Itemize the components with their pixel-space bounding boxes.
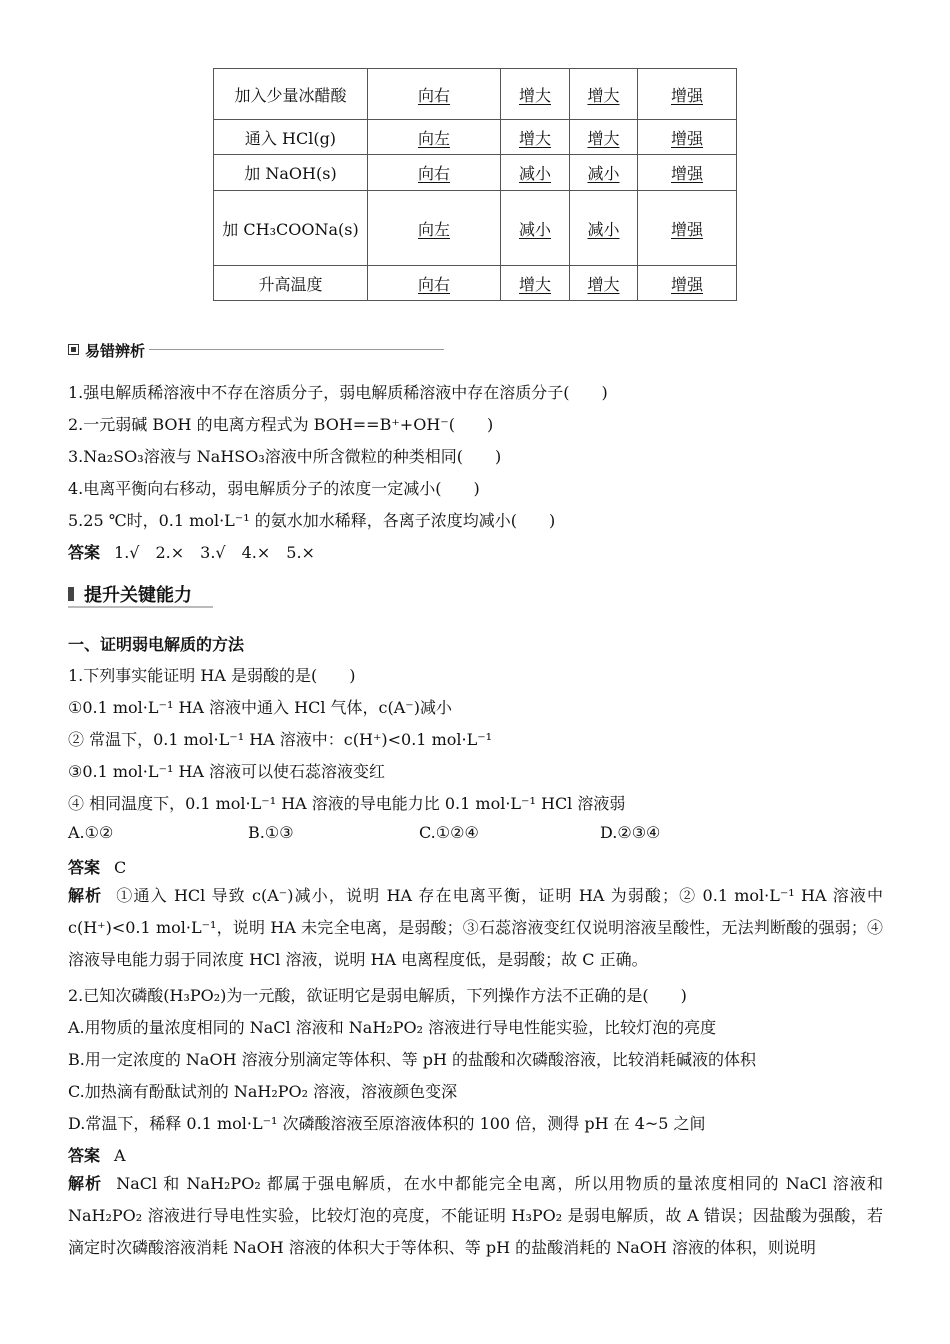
analysis-label: 解析 — [68, 886, 103, 905]
table-value-cell: 向右 — [368, 155, 501, 191]
error-item-5: 5.25 ℃时，0.1 mol·L⁻¹ 的氨水加水稀释，各离子浓度均减小( ) — [68, 511, 556, 530]
error-item-2: 2.一元弱碱 BOH 的电离方程式为 BOH==B⁺+OH⁻( ) — [68, 415, 494, 434]
table-value-cell: 增强 — [638, 69, 737, 120]
table-value-cell: 减小 — [501, 191, 570, 266]
section-box-icon — [68, 344, 79, 355]
error-item-3: 3.Na₂SO₃溶液与 NaHSO₃溶液中所含微粒的种类相同( ) — [68, 447, 502, 466]
answer-value: C — [114, 858, 127, 877]
table-value-cell: 增大 — [501, 266, 570, 301]
q1-option-d: D.②③④ — [600, 823, 661, 842]
table-value-cell: 向左 — [368, 120, 501, 155]
table-value-cell: 增强 — [638, 155, 737, 191]
error-item-1: 1.强电解质稀溶液中不存在溶质分子，弱电解质稀溶液中存在溶质分子( ) — [68, 383, 608, 402]
ability-heading — [68, 581, 213, 607]
analysis-text: NaCl 和 NaH₂PO₂ 都属于强电解质，在水中都能完全电离，所以用物质的量浓度相同的 NaCl 溶液和 NaH₂PO₂ 溶液进行导电性实验，比较灯泡的亮度，不能证明 H₃PO₂ 是弱电解质，故 A 错误；因盐酸为强酸，若滴定时次磷酸溶液消耗 NaOH 溶液的体积大于等体积、等 pH 的盐酸消耗的 NaOH 溶液的体积，则说明 — [68, 1174, 883, 1257]
heading-underline — [68, 606, 213, 608]
q2-option-b: B.用一定浓度的 NaOH 溶液分别滴定等体积、等 pH 的盐酸和次磷酸溶液，比较消耗碱液的体积 — [68, 1050, 756, 1069]
error-answer — [68, 540, 315, 563]
table-row — [214, 191, 737, 266]
table-value-cell: 增大 — [501, 120, 570, 155]
answer-label: 答案 — [68, 543, 101, 562]
condition-table — [213, 68, 737, 301]
q1-statement-1: ①0.1 mol·L⁻¹ HA 溶液中通入 HCl 气体，c(A⁻)减小 — [68, 698, 452, 717]
analysis-label: 解析 — [68, 1174, 103, 1193]
q2-option-c: C.加热滴有酚酞试剂的 NaH₂PO₂ 溶液，溶液颜色变深 — [68, 1082, 458, 1101]
heading-rule — [148, 349, 444, 350]
ability-title: 提升关键能力 — [84, 585, 192, 606]
heading-bar-icon — [68, 587, 74, 601]
q1-statement-2: ② 常温下，0.1 mol·L⁻¹ HA 溶液中：c(H⁺)<0.1 mol·L⁻¹ — [68, 730, 493, 749]
table-value-cell: 向左 — [368, 191, 501, 266]
table-value-cell: 增强 — [638, 266, 737, 301]
q1-option-a: A.①② — [68, 823, 114, 842]
q1-statement-3: ③0.1 mol·L⁻¹ HA 溶液可以使石蕊溶液变红 — [68, 762, 386, 781]
table-condition-cell: 通入 HCl(g) — [214, 120, 368, 155]
table-condition-cell: 加 NaOH(s) — [214, 155, 368, 191]
error-analysis-heading — [68, 340, 444, 360]
table-value-cell: 减小 — [570, 155, 638, 191]
q2-option-a: A.用物质的量浓度相同的 NaCl 溶液和 NaH₂PO₂ 溶液进行导电性能实验，比较灯泡的亮度 — [68, 1018, 717, 1037]
table-value-cell: 向右 — [368, 69, 501, 120]
table-value-cell: 增大 — [501, 69, 570, 120]
table-condition-cell: 升高温度 — [214, 266, 368, 301]
q1-statement-4: ④ 相同温度下，0.1 mol·L⁻¹ HA 溶液的导电能力比 0.1 mol·L⁻¹ HCl 溶液弱 — [68, 794, 626, 813]
table-value-cell: 增强 — [638, 120, 737, 155]
analysis-text: ①通入 HCl 导致 c(A⁻)减小，说明 HA 存在电离平衡，证明 HA 为弱酸；② 0.1 mol·L⁻¹ HA 溶液中 c(H⁺)<0.1 mol·L⁻¹，说明 HA 未完全电离，是弱酸；③石蕊溶液变红仅说明溶液呈酸性，无法判断酸的强弱；④溶液导电能力弱于同浓度 HCl 溶液，说明 HA 电离程度低，是弱酸；故 C 正确。 — [68, 886, 883, 969]
answer-value: A — [114, 1146, 126, 1165]
error-item-4: 4.电离平衡向右移动，弱电解质分子的浓度一定减小( ) — [68, 479, 480, 498]
answer-text: 1.√ 2.× 3.√ 4.× 5.× — [114, 543, 315, 562]
table-row — [214, 155, 737, 191]
q2-answer — [68, 1143, 126, 1166]
q1-answer — [68, 855, 126, 878]
table-value-cell: 增大 — [570, 120, 638, 155]
table-value-cell: 增强 — [638, 191, 737, 266]
table-condition-cell: 加 CH₃COONa(s) — [214, 191, 368, 266]
table-row — [214, 120, 737, 155]
table-value-cell: 增大 — [570, 266, 638, 301]
q1-option-b: B.①③ — [248, 823, 294, 842]
table-condition-cell: 加入少量冰醋酸 — [214, 69, 368, 120]
q2-stem: 2.已知次磷酸(H₃PO₂)为一元酸，欲证明它是弱电解质，下列操作方法不正确的是( ) — [68, 986, 687, 1005]
table-row — [214, 69, 737, 120]
q2-analysis — [68, 1168, 883, 1264]
table-row — [214, 266, 737, 301]
answer-label: 答案 — [68, 858, 101, 877]
table-value-cell: 减小 — [570, 191, 638, 266]
q1-stem: 1.下列事实能证明 HA 是弱酸的是( ) — [68, 666, 356, 685]
q2-option-d: D.常温下，稀释 0.1 mol·L⁻¹ 次磷酸溶液至原溶液体积的 100 倍，测得 pH 在 4~5 之间 — [68, 1114, 706, 1133]
error-analysis-title: 易错辨析 — [85, 340, 149, 361]
q1-analysis — [68, 880, 883, 976]
method-subtitle: 一、证明弱电解质的方法 — [68, 635, 245, 654]
table-value-cell: 减小 — [501, 155, 570, 191]
table-value-cell: 增大 — [570, 69, 638, 120]
answer-label: 答案 — [68, 1146, 101, 1165]
table-value-cell: 向右 — [368, 266, 501, 301]
q1-option-c: C.①②④ — [419, 823, 479, 842]
